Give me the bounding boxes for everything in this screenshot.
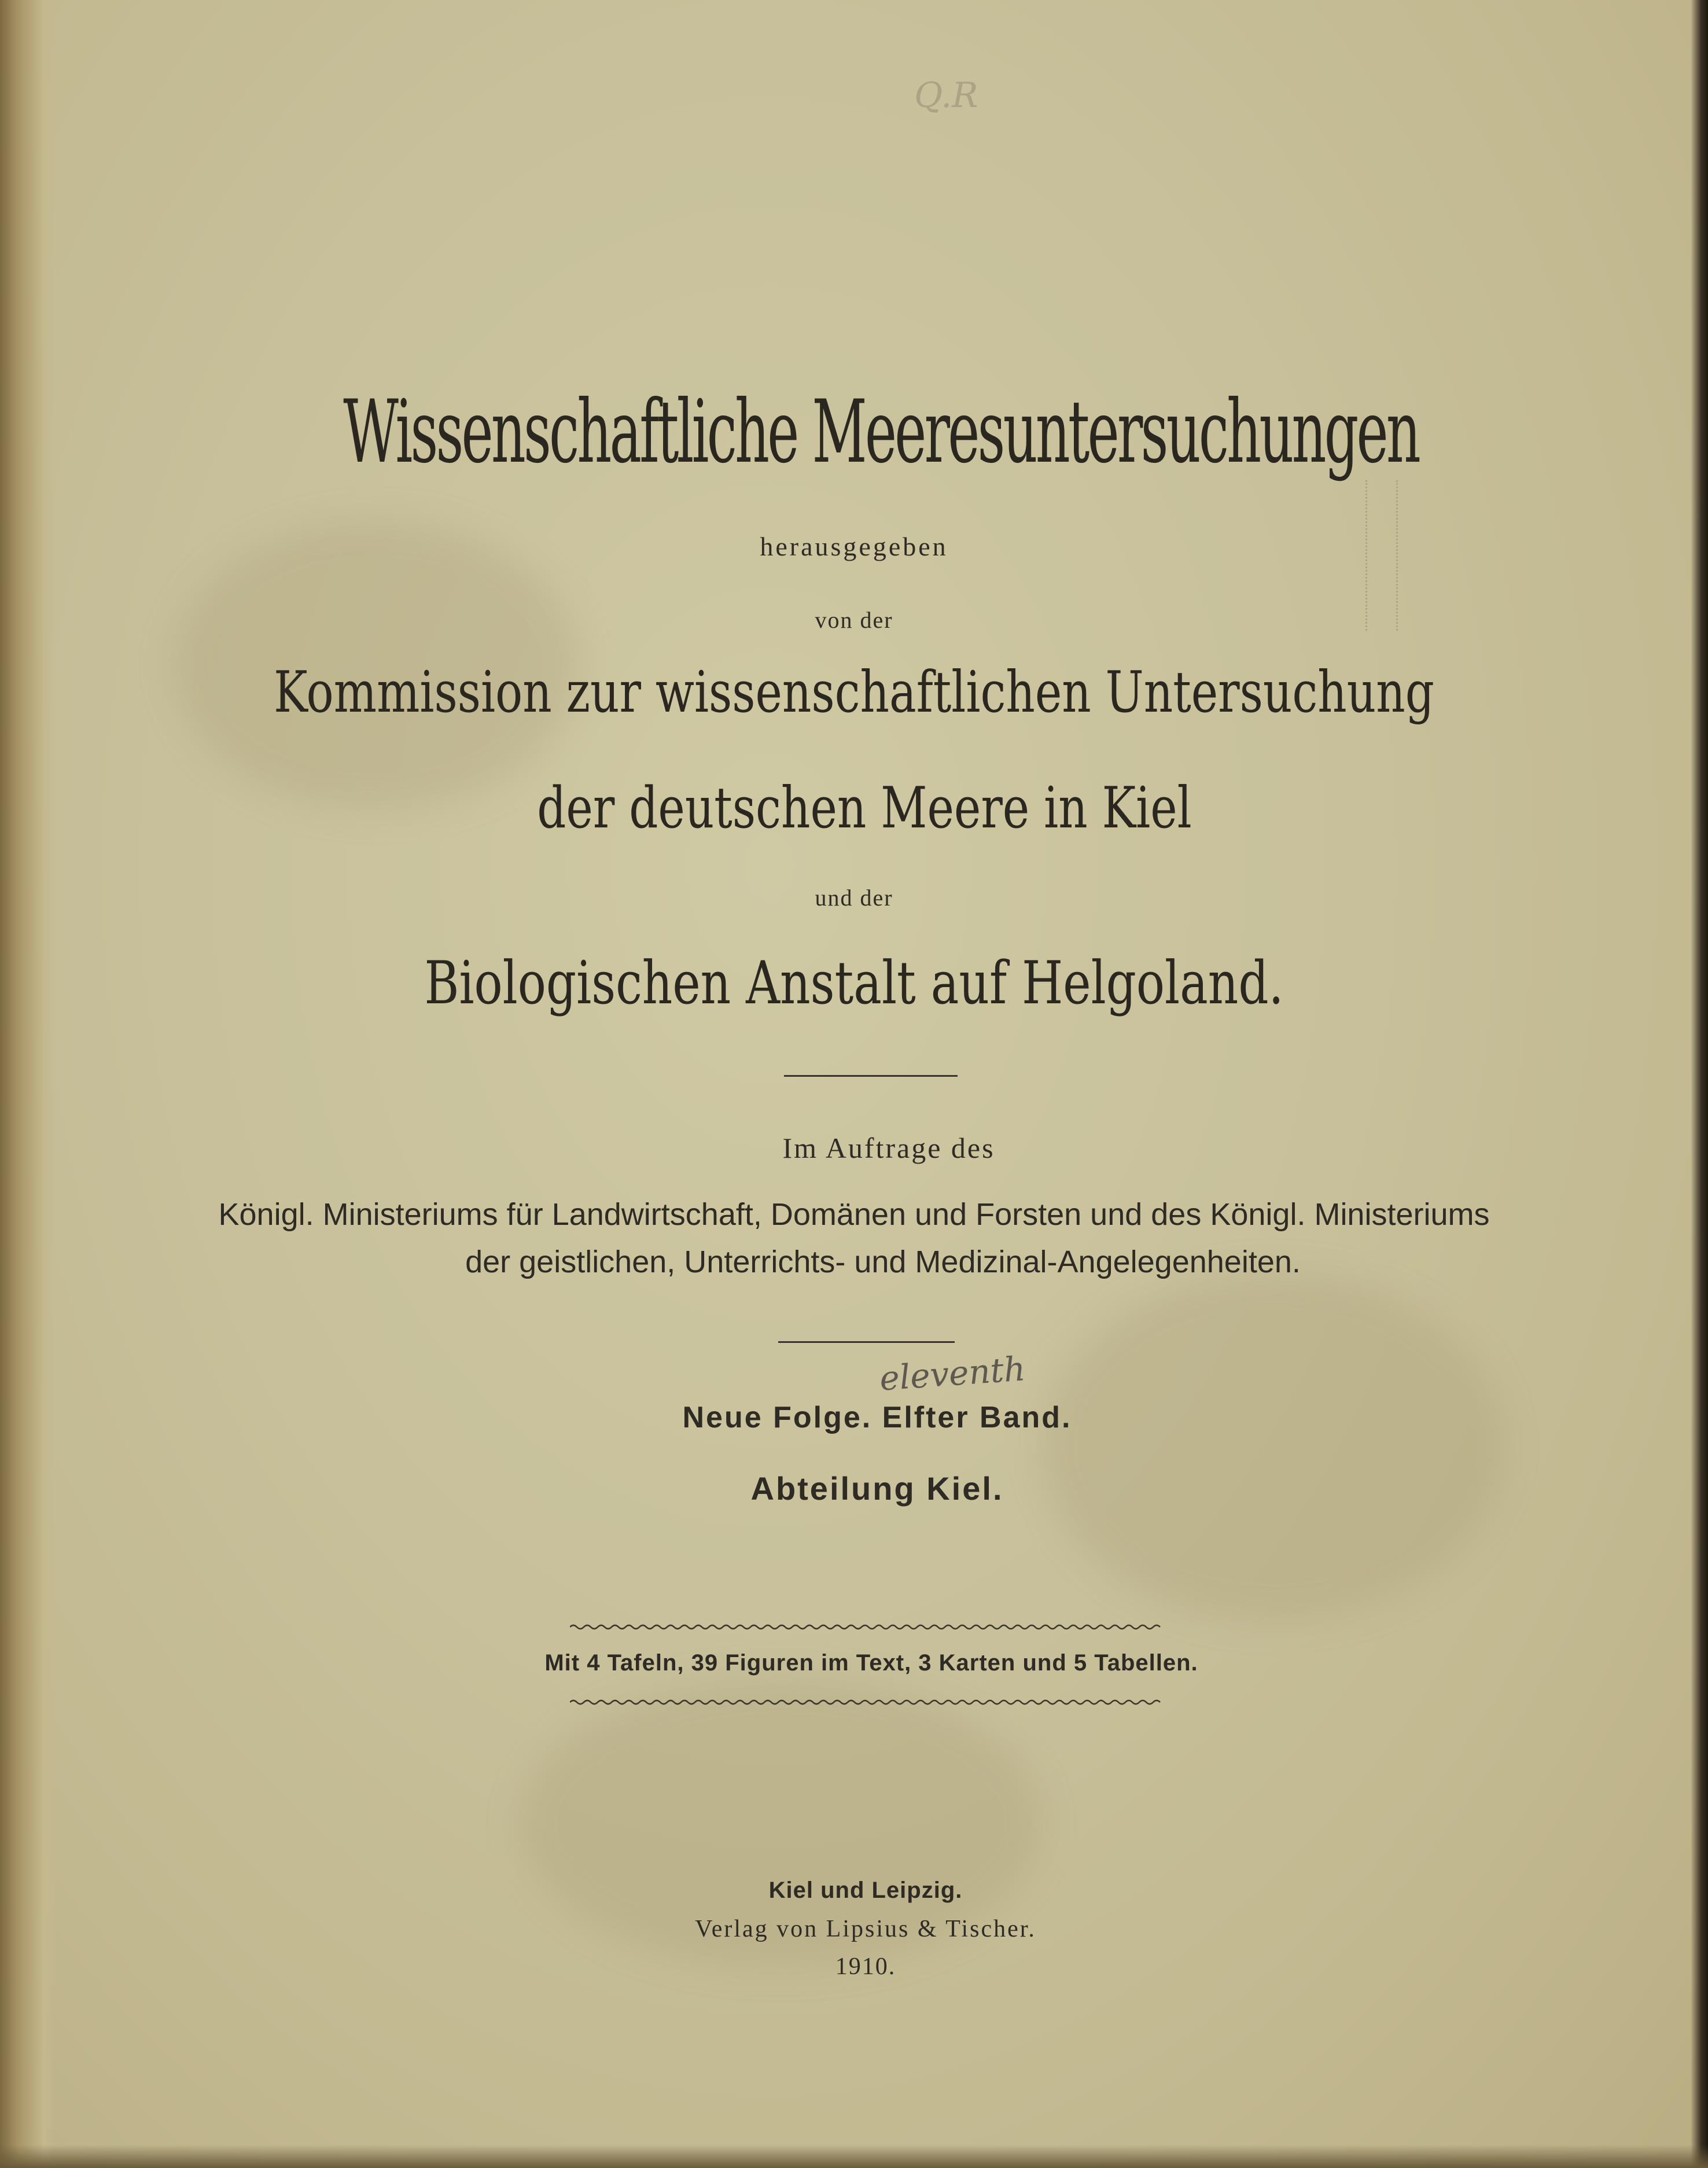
ministry-line-1: Königl. Ministeriums für Landwirtschaft, Domänen und Forsten und des Königl. Ministeriums [218,1197,1490,1232]
handwritten-note: eleventh [878,1349,1027,1398]
page-bottom-shadow [0,2145,1708,2168]
paper-stain [1041,1273,1504,1620]
ministry-line-2: der geistlichen, Unterrichts- und Medizinal-Angelegenheiten. [465,1245,1301,1279]
commission-line-2: der deutschen Meere in Kiel [537,775,1192,841]
divider-rule [778,1341,955,1343]
pencil-scribble: Q.R [914,75,978,116]
contents-note: Mit 4 Tafeln, 39 Figuren im Text, 3 Karten und 5 Tabellen. [544,1650,1198,1676]
wavy-rule-bottom [570,1698,1163,1706]
wavy-rule-top [570,1623,1163,1631]
institute-name: Biologischen Anstalt auf Helgoland. [424,949,1284,1018]
from-the: von der [815,607,893,633]
page-edge-shadow [1691,0,1708,2168]
published-by: herausgegeben [760,532,948,561]
publication-year: 1910. [835,1953,896,1980]
series-volume: Neue Folge. Elfter Band. [682,1401,1072,1434]
publication-place: Kiel und Leipzig. [768,1878,963,1903]
publisher: Verlag von Lipsius & Tischer. [695,1916,1036,1942]
division: Abteilung Kiel. [750,1470,1004,1507]
and-the: und der [815,885,893,911]
page-spine-shadow [0,0,55,2168]
divider-rule [784,1075,958,1077]
main-title: Wissenschaftliche Meeresuntersuchungen [343,382,1419,483]
commission-line-1: Kommission zur wissenschaftlichen Untersuchung [274,660,1434,726]
on-behalf-of: Im Auftrage des [782,1132,995,1164]
